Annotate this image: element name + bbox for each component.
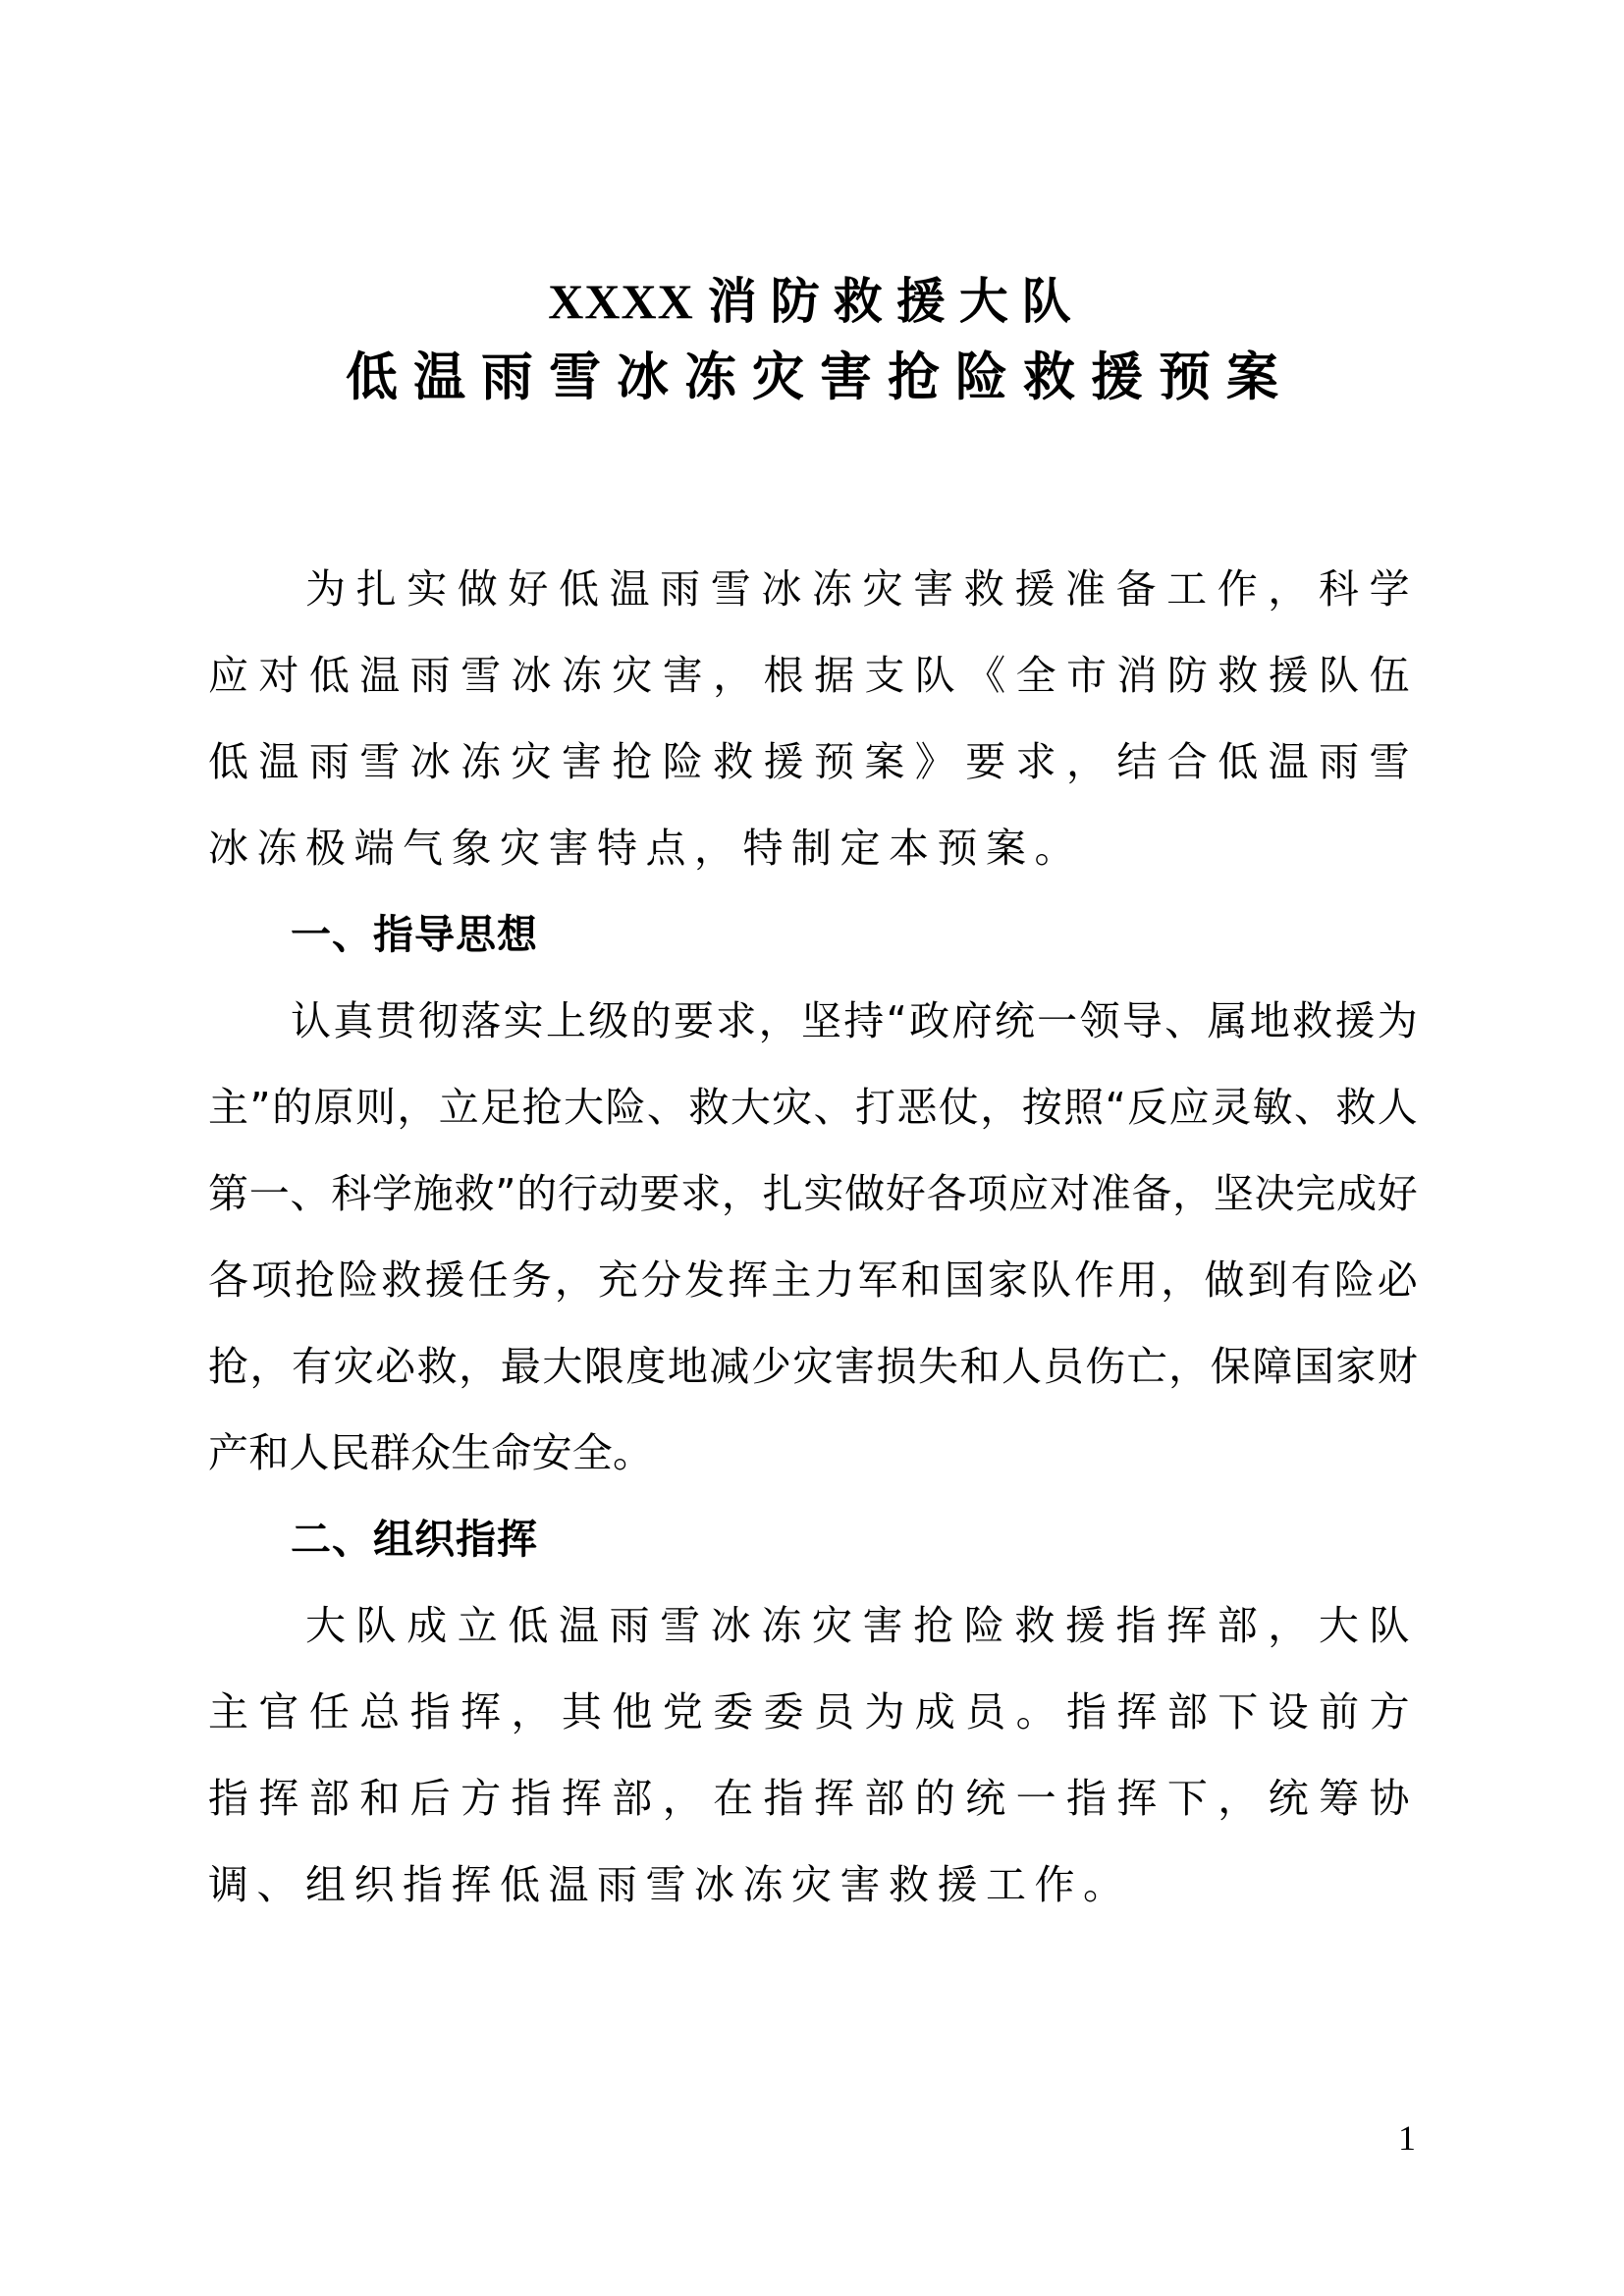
document-title-org-code: XXXX (548, 274, 694, 329)
document-title-org-name: 消防救援大队 (707, 273, 1085, 330)
section-body-2: 大队成立低温雨雪冰冻灾害抢险救援指挥部，大队主官任总指挥，其他党委委员为成员。指挥部下设前方指挥部和后方指挥部，在指挥部的统一指挥下，统筹协调、组织指挥低温雨雪冰冻灾害救援工作。 (208, 1602, 1418, 1908)
document-body (208, 546, 1418, 1928)
document-title-line-2: 低温雨雪冰冻灾害抢险救援预案 (346, 347, 1294, 407)
document-title-line-1 (0, 273, 1624, 330)
preamble-paragraph: 为扎实做好低温雨雪冰冻灾害救援准备工作，科学应对低温雨雪冰冻灾害，根据支队《全市消防救援队伍低温雨雪冰冻灾害抢险救援预案》要求，结合低温雨雪冰冻极端气象灾害特点，特制定本预案。 (208, 565, 1418, 872)
section-heading-1: 一、指导思想 (291, 911, 538, 958)
section-heading-2: 二、组织指挥 (291, 1516, 538, 1563)
document-title-block (0, 273, 1624, 407)
section-body-1: 认真贯彻落实上级的要求，坚持“政府统一领导、属地救援为主”的原则，立足抢大险、救大灾、打恶仗，按照“反应灵敏、救人第一、科学施救”的行动要求，扎实做好各项应对准备，坚决完成好各项抢险救援任务，充分发挥主力军和国家队作用，做到有险必抢，有灾必救，最大限度地减少灾害损失和人员伤亡，保障国家财产和人民群众生命安全。 (208, 997, 1418, 1476)
page-number: 1 (1398, 2118, 1416, 2158)
